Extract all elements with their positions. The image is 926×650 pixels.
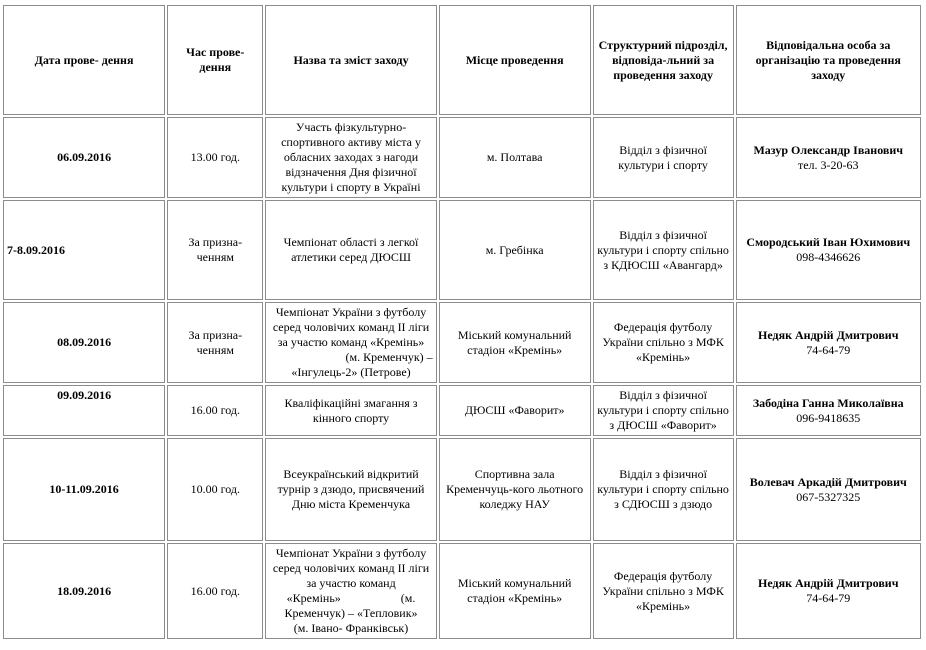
event-unit: Федерація футболу України спільно з МФК «Кремінь» [593,543,734,639]
person-phone: 096-9418635 [796,410,861,425]
event-title-line: «Кремінь» (м. Кременчук) – «Тепловик» [284,591,419,620]
person-name: Забодіна Ганна Миколаївна [752,395,904,410]
table-row [3,200,921,300]
event-person [736,543,921,639]
events-table [1,3,923,641]
event-date: 7-8.09.2016 [3,200,165,300]
header-unit: Структурний підрозділ, відповіда-льний за проведення заходу [593,5,734,115]
header-title: Назва та зміст заходу [265,5,436,115]
event-title-line: (м. Івано- Франківськ) [293,621,409,635]
person-name: Недяк Андрій Дмитрович [758,327,899,342]
person-phone: 067-5327325 [796,489,861,504]
header-row [3,5,921,115]
person-name: Смородський Іван Юхимович [746,235,911,249]
header-place: Місце проведення [439,5,591,115]
event-time: 13.00 год. [167,117,263,198]
event-date: 18.09.2016 [3,543,165,639]
event-person [736,385,921,436]
event-title-line: «Інгулець-2» (Петрове) [291,365,411,379]
event-unit: Відділ з фізичної культури і спорту спільно з КДЮСШ «Авангард» [593,200,734,300]
event-title: Чемпіонат області з легкої атлетики серед ДЮСШ [265,200,436,300]
event-title-line: Чемпіонат України з футболу серед чоловічих команд ІІ ліги за участю команд «Кремінь» [272,305,430,349]
event-date: 08.09.2016 [3,302,165,383]
person-phone: 74-64-79 [806,342,851,357]
table-row [3,438,921,541]
table-row [3,117,921,198]
event-unit: Відділ з фізичної культури і спорту спільно з СДЮСШ з дзюдо [593,438,734,541]
event-unit: Відділ з фізичної культури і спорту спільно з ДЮСШ «Фаворит» [593,385,734,436]
event-title: Кваліфікаційні змагання з кінного спорту [265,385,436,436]
event-unit: Відділ з фізичної культури і спорту [593,117,734,198]
event-title: Всеукраїнський відкритий турнір з дзюдо, присвячений Дню міста Кременчука [265,438,436,541]
event-person [736,438,921,541]
event-title-line: Чемпіонат України з футболу серед чоловічих команд ІІ ліги за участю команд [272,546,430,590]
event-place: Міський комунальний стадіон «Кремінь» [439,302,591,383]
event-place: ДЮСШ «Фаворит» [439,385,591,436]
person-phone: 098-4346626 [796,250,861,264]
event-time: 16.00 год. [167,385,263,436]
person-phone: 74-64-79 [806,591,851,605]
event-date: 10-11.09.2016 [3,438,165,541]
person-name: Недяк Андрій Дмитрович [758,576,899,590]
event-date: 06.09.2016 [3,117,165,198]
event-person [736,117,921,198]
person-phone: тел. 3-20-63 [797,157,859,172]
event-unit: Федерація футболу України спільно з МФК «Кремінь» [593,302,734,383]
event-time: За призна-ченням [167,302,263,383]
table-row [3,302,921,383]
event-title [265,543,436,639]
table-row [3,385,921,436]
event-place: м. Полтава [439,117,591,198]
header-time: Час прове-дення [167,5,263,115]
event-title: Участь фізкультурно-спортивного активу міста у обласних заходах з нагоди відзначення Дня фізичної культури і спорту в Україні [265,117,436,198]
event-place: м. Гребінка [439,200,591,300]
event-date: 09.09.2016 [3,385,165,436]
header-person: Відповідальна особа за організацію та проведення заходу [736,5,921,115]
person-name: Волевач Аркадій Дмитрович [749,474,907,489]
header-date: Дата прове- дення [3,5,165,115]
person-name: Мазур Олександр Іванович [753,142,904,157]
event-title [265,302,436,383]
table-row [3,543,921,639]
event-place: Міський комунальний стадіон «Кремінь» [439,543,591,639]
event-title-line: (м. Кременчук) – [345,350,433,364]
event-time: 10.00 год. [167,438,263,541]
event-time: 16.00 год. [167,543,263,639]
event-person [736,200,921,300]
event-time: За призна-ченням [167,200,263,300]
event-person [736,302,921,383]
event-place: Спортивна зала Кременчуць-кого льотного коледжу НАУ [439,438,591,541]
